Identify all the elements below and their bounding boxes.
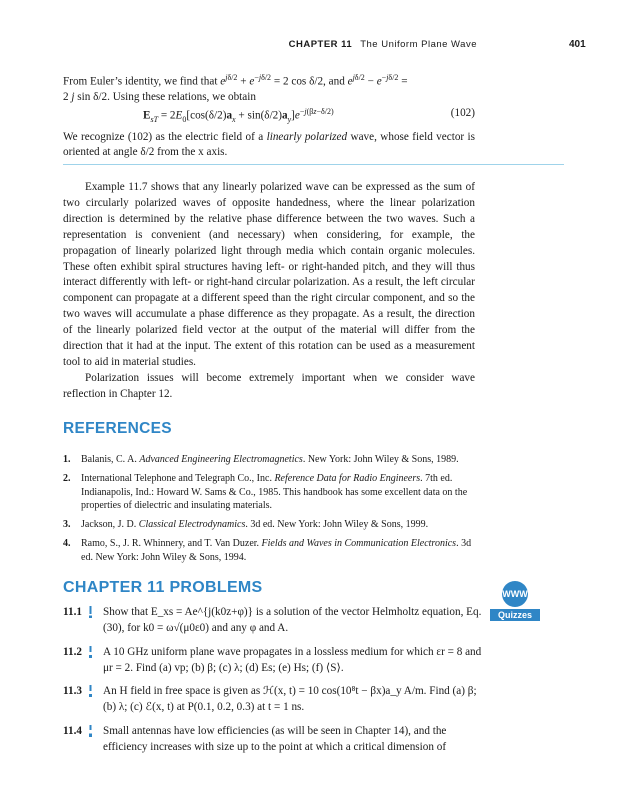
problem-item — [63, 645, 483, 677]
difficulty-mark-icon — [88, 646, 93, 658]
recognize-after: wave, whose field vector is oriented at angle δ/2 from the x axis. — [63, 131, 475, 158]
reference-item: 3. Jackson, J. D. Classical Electrodynamics. 3d ed. New York: John Wiley & Sons, 1999. — [63, 519, 429, 531]
problem-number: 11.4 — [63, 725, 82, 737]
quizzes-label: Quizzes — [490, 609, 540, 621]
recognize-text — [63, 130, 475, 160]
reference-item: 2. International Telephone and Telegraph Co., Inc. Reference Data for Radio Engineers. 7th ed. Indianapolis, Ind.: Howard W. Sams & Co., 1985. This handbook has some excellent data on the properties of dielectric and insulating materials. — [63, 472, 468, 512]
problems-heading: CHAPTER 11 PROBLEMS — [63, 579, 263, 596]
references-list — [63, 453, 475, 570]
problem-item — [63, 724, 483, 756]
www-quizzes-badge[interactable] — [490, 581, 540, 621]
difficulty-mark-icon — [88, 685, 93, 697]
running-header — [0, 39, 627, 53]
section-divider — [63, 164, 564, 165]
problem-text: An H field in free space is given as ℋ(x, t) = 10 cos(10⁸t − βx)a_y A/m. Find (a) β; (b) λ; (c) ℰ(x, t) at P(0.1, 0.2, 0.3) at t = 1 ns. — [103, 685, 477, 713]
problem-number: 11.2 — [63, 646, 82, 658]
body-paragraph-1: Example 11.7 shows that any linearly polarized wave can be expressed as the sum of two circularly polarized waves of opposite handedness, where the linear polarization direction is determined by the relative phase difference between the two waves. Such a representation is convenient (and necessary) when considering, for example, the propagation of linearly polarized light through media which contain organic molecules. These often exhibit spiral structures having left- or right-handed pitch, and they will thus interact differently with left- or right-hand circular polarization. As a result, the left circular component can propagate at a different speed than the right circular component, and so the two waves will accumulate a phase difference as they propagate. As a result, the direction of the linearly polarized field vector at the output of the material will differ from the direction that it had at the input. The extent of this rotation can be used as a measurement tool to aid in material studies. — [63, 181, 475, 368]
equation-body: $E_{sT} = 2E_0[\cos(\delta/2)a_x + \sin(\delta/2)a_y]e^{-j(\beta z-\delta/2)}$ — [143, 107, 334, 124]
recognize-before: We recognize (102) as the electric field of a — [63, 131, 267, 143]
euler-line-2: 2 j sin δ/2. Using these relations, we obtain — [63, 90, 256, 103]
chapter-name: The Uniform Plane Wave — [360, 39, 477, 50]
body-paragraph-2: Polarization issues will become extremely important when we consider wave reflection in Chapter 12. — [63, 372, 475, 400]
problem-number: 11.3 — [63, 685, 82, 697]
problem-text: Small antennas have low efficiencies (as will be seen in Chapter 14), and the efficiency increases with size up to the point at which a critical dimension of — [103, 725, 447, 753]
www-globe-icon: WWW — [502, 581, 528, 607]
reference-item: 4. Ramo, S., J. R. Whinnery, and T. Van Duzer. Fields and Waves in Communication Electronics. 3d ed. New York: John Wiley & Sons, 1994. — [63, 537, 472, 563]
problem-item — [63, 684, 483, 716]
chapter-label: CHAPTER 11 — [288, 39, 353, 50]
difficulty-mark-icon — [88, 725, 93, 737]
recognize-emphasis: linearly polarized — [266, 131, 348, 143]
euler-line: From Euler’s identity, we find that $e^{j\delta/2} + e^{-j\delta/2} = 2$ cos δ/2, and $e^{j\delta/2} - e^{-j\delta/2}$ = — [63, 73, 408, 88]
problem-text: Show that E_xs = Ae^{j(k0z+φ)} is a solution of the vector Helmholtz equation, Eq. (30), for k0 = ω√(μ0ε0) and any φ and A. — [103, 606, 482, 634]
equation-number: (102) — [450, 107, 475, 119]
euler-text — [63, 70, 475, 105]
problem-item — [63, 605, 483, 637]
problem-text: A 10 GHz uniform plane wave propagates in a lossless medium for which εr = 8 and μr = 2. Find (a) vp; (b) β; (c) λ; (d) Es; (e) Hs; (f) ⟨S⟩. — [103, 646, 482, 674]
reference-item: 1. Balanis, C. A. Advanced Engineering Electromagnetics. New York: John Wiley & Sons, 1989. — [63, 454, 459, 465]
chapter-title — [289, 39, 477, 50]
problem-number: 11.1 — [63, 606, 82, 618]
difficulty-mark-icon — [88, 606, 93, 618]
page-number: 401 — [569, 39, 586, 50]
references-heading: REFERENCES — [63, 420, 172, 437]
